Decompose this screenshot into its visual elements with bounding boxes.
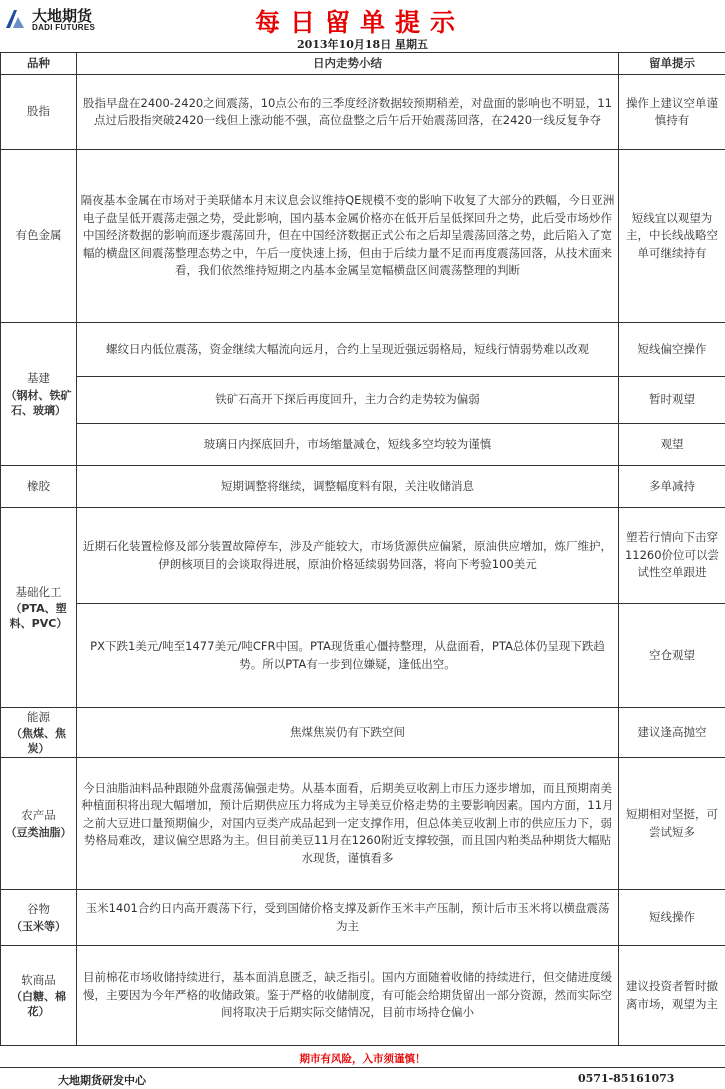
- tip-cell: 短线宜以观望为主，中长线战略空单可继续持有: [619, 150, 725, 323]
- summary-cell: PX下跌1美元/吨至1477美元/吨CFR中国。PTA现货重心僵持整理，从盘面看，PTA总体仍呈现下跌趋势。所以PTA有一步到位嫌疑，逢低出空。: [77, 604, 619, 708]
- tip-cell: 暂时观望: [619, 377, 725, 424]
- tip-cell: 建议逢高抛空: [619, 708, 725, 758]
- risk-warning: 期市有风险，入市须谨慎！: [0, 1051, 725, 1068]
- tip-cell: 操作上建议空单谨慎持有: [619, 75, 725, 150]
- variety-cell: 能源 （焦煤、焦炭）: [1, 708, 77, 758]
- summary-cell: 目前棉花市场收储持续进行，基本面消息匮乏，缺乏指引。国内方面随着收储的持续进行，但交储进度缓慢，主要因为今年严格的收储政策。鉴于严格的收储制度，有可能会给期货留出一部分资源，然而实际空间将取决于后期实际交储情况，目前市场持仓偏小: [77, 946, 619, 1046]
- tip-cell: 多单减持: [619, 466, 725, 508]
- summary-cell: 铁矿石高开下探后再度回升，主力合约走势较为偏弱: [77, 377, 619, 424]
- variety-cell: 农产品 （豆类油脂）: [1, 758, 77, 890]
- table-row: [1, 466, 725, 508]
- variety-cell: 有色金属: [1, 150, 77, 323]
- daily-tips-table: [0, 52, 725, 1046]
- tip-cell: 短线操作: [619, 890, 725, 946]
- dadi-logo-icon: [4, 8, 26, 30]
- summary-cell: 隔夜基本金属在市场对于美联储本月末议息会议维持QE规模不变的影响下收复了大部分的跌幅，今日亚洲电子盘呈低开震荡走强之势，受此影响，国内基本金属价格亦在低开后呈低探回升之势，此后受市场炒作中国经济数据的影响而逐步震荡回升，但在中国经济数据正式公布之后却呈震荡回落之势，此后陷入了宽幅的横盘区间震荡整理态势之中，午后一度快速上扬，但由于后续力量不足而再度震荡回落，从技术面来看，我们依然维持短期之内基本金属呈宽幅横盘区间震荡整理的判断: [77, 150, 619, 323]
- summary-cell: 螺纹日内低位震荡，资金继续大幅流向远月，合约上呈现近强远弱格局，短线行情弱势难以改观: [77, 323, 619, 377]
- report-date: 2013年10月18日 星期五: [296, 38, 429, 51]
- table-row: [1, 708, 725, 758]
- header: [0, 0, 725, 36]
- variety-cell: 橡胶: [1, 466, 77, 508]
- company-logo: [4, 5, 124, 35]
- tip-cell: 短线偏空操作: [619, 323, 725, 377]
- table-row: [1, 323, 725, 377]
- tip-cell: 短期相对坚挺，可尝试短多: [619, 758, 725, 890]
- tip-cell: 建议投资者暂时撤离市场，观望为主: [619, 946, 725, 1046]
- summary-cell: 今日油脂油料品种跟随外盘震荡偏强走势。从基本面看，后期美豆收割上市压力逐步增加，而且预期南美种植面积将出现大幅增加，预计后期供应压力将成为主导美豆价格走势的主要影响因素。国内方面，11月之前大豆进口量预期偏少，对国内豆类产成品起到一定支撑作用，但总体美豆收割上市的供应压力下，弱势格局难改，建议偏空思路为主。但目前美豆11月在1260附近支撑较强，而且国内粕类品种期货大幅贴水现货，谨慎看多: [77, 758, 619, 890]
- summary-cell: 玻璃日内探底回升，市场缩量减仓，短线多空均较为谨慎: [77, 424, 619, 466]
- logo-chinese-text: 大地期货: [32, 7, 93, 25]
- summary-cell: 短期调整将继续，调整幅度料有限，关注收储消息: [77, 466, 619, 508]
- table-row: [1, 946, 725, 1046]
- page-title: 每日留单提示: [254, 8, 465, 37]
- column-header-variety: 品种: [1, 53, 77, 75]
- table-row: [1, 604, 725, 708]
- table-row: [1, 75, 725, 150]
- column-header-summary: 日内走势小结: [77, 53, 619, 75]
- variety-cell: 基础化工 （PTA、塑料、PVC）: [1, 508, 77, 708]
- tip-cell: 观望: [619, 424, 725, 466]
- table-header-row: [1, 53, 725, 75]
- variety-cell: 谷物 （玉米等）: [1, 890, 77, 946]
- table-row: [1, 758, 725, 890]
- table-row: [1, 150, 725, 323]
- table-row: [1, 508, 725, 604]
- column-header-tip: 留单提示: [619, 53, 725, 75]
- footer-department: 大地期货研发中心: [58, 1074, 146, 1087]
- logo-english-text: DADI FUTURES: [32, 23, 96, 32]
- summary-cell: 股指早盘在2400-2420之间震荡，10点公布的三季度经济数据较预期稍差，对盘面的影响也不明显，11点过后股指突破2420一线但上涨动能不强，高位盘整之后午后开始震荡回落，在2420一线反复争夺: [77, 75, 619, 150]
- table-row: [1, 424, 725, 466]
- table-row: [1, 377, 725, 424]
- tip-cell: 空仓观望: [619, 604, 725, 708]
- summary-cell: 焦煤焦炭仍有下跌空间: [77, 708, 619, 758]
- table-row: [1, 890, 725, 946]
- variety-cell: 软商品 （白糖、棉花）: [1, 946, 77, 1046]
- footer: [0, 1069, 725, 1089]
- variety-cell: 基建 （钢材、铁矿石、玻璃）: [1, 323, 77, 466]
- tip-cell: 塑若行情向下击穿11260价位可以尝试性空单跟进: [619, 508, 725, 604]
- variety-cell: 股指: [1, 75, 77, 150]
- summary-cell: 近期石化装置检修及部分装置故障停车，涉及产能较大，市场货源供应偏紧，原油供应增加，炼厂维护，伊朗核项目的会谈取得进展，原油价格延续弱势回落，将向下考验100美元: [77, 508, 619, 604]
- footer-phone: 0571-85161073: [578, 1072, 675, 1085]
- summary-cell: 玉米1401合约日内高开震荡下行，受到国储价格支撑及新作玉米丰产压制，预计后市玉米将以横盘震荡为主: [77, 890, 619, 946]
